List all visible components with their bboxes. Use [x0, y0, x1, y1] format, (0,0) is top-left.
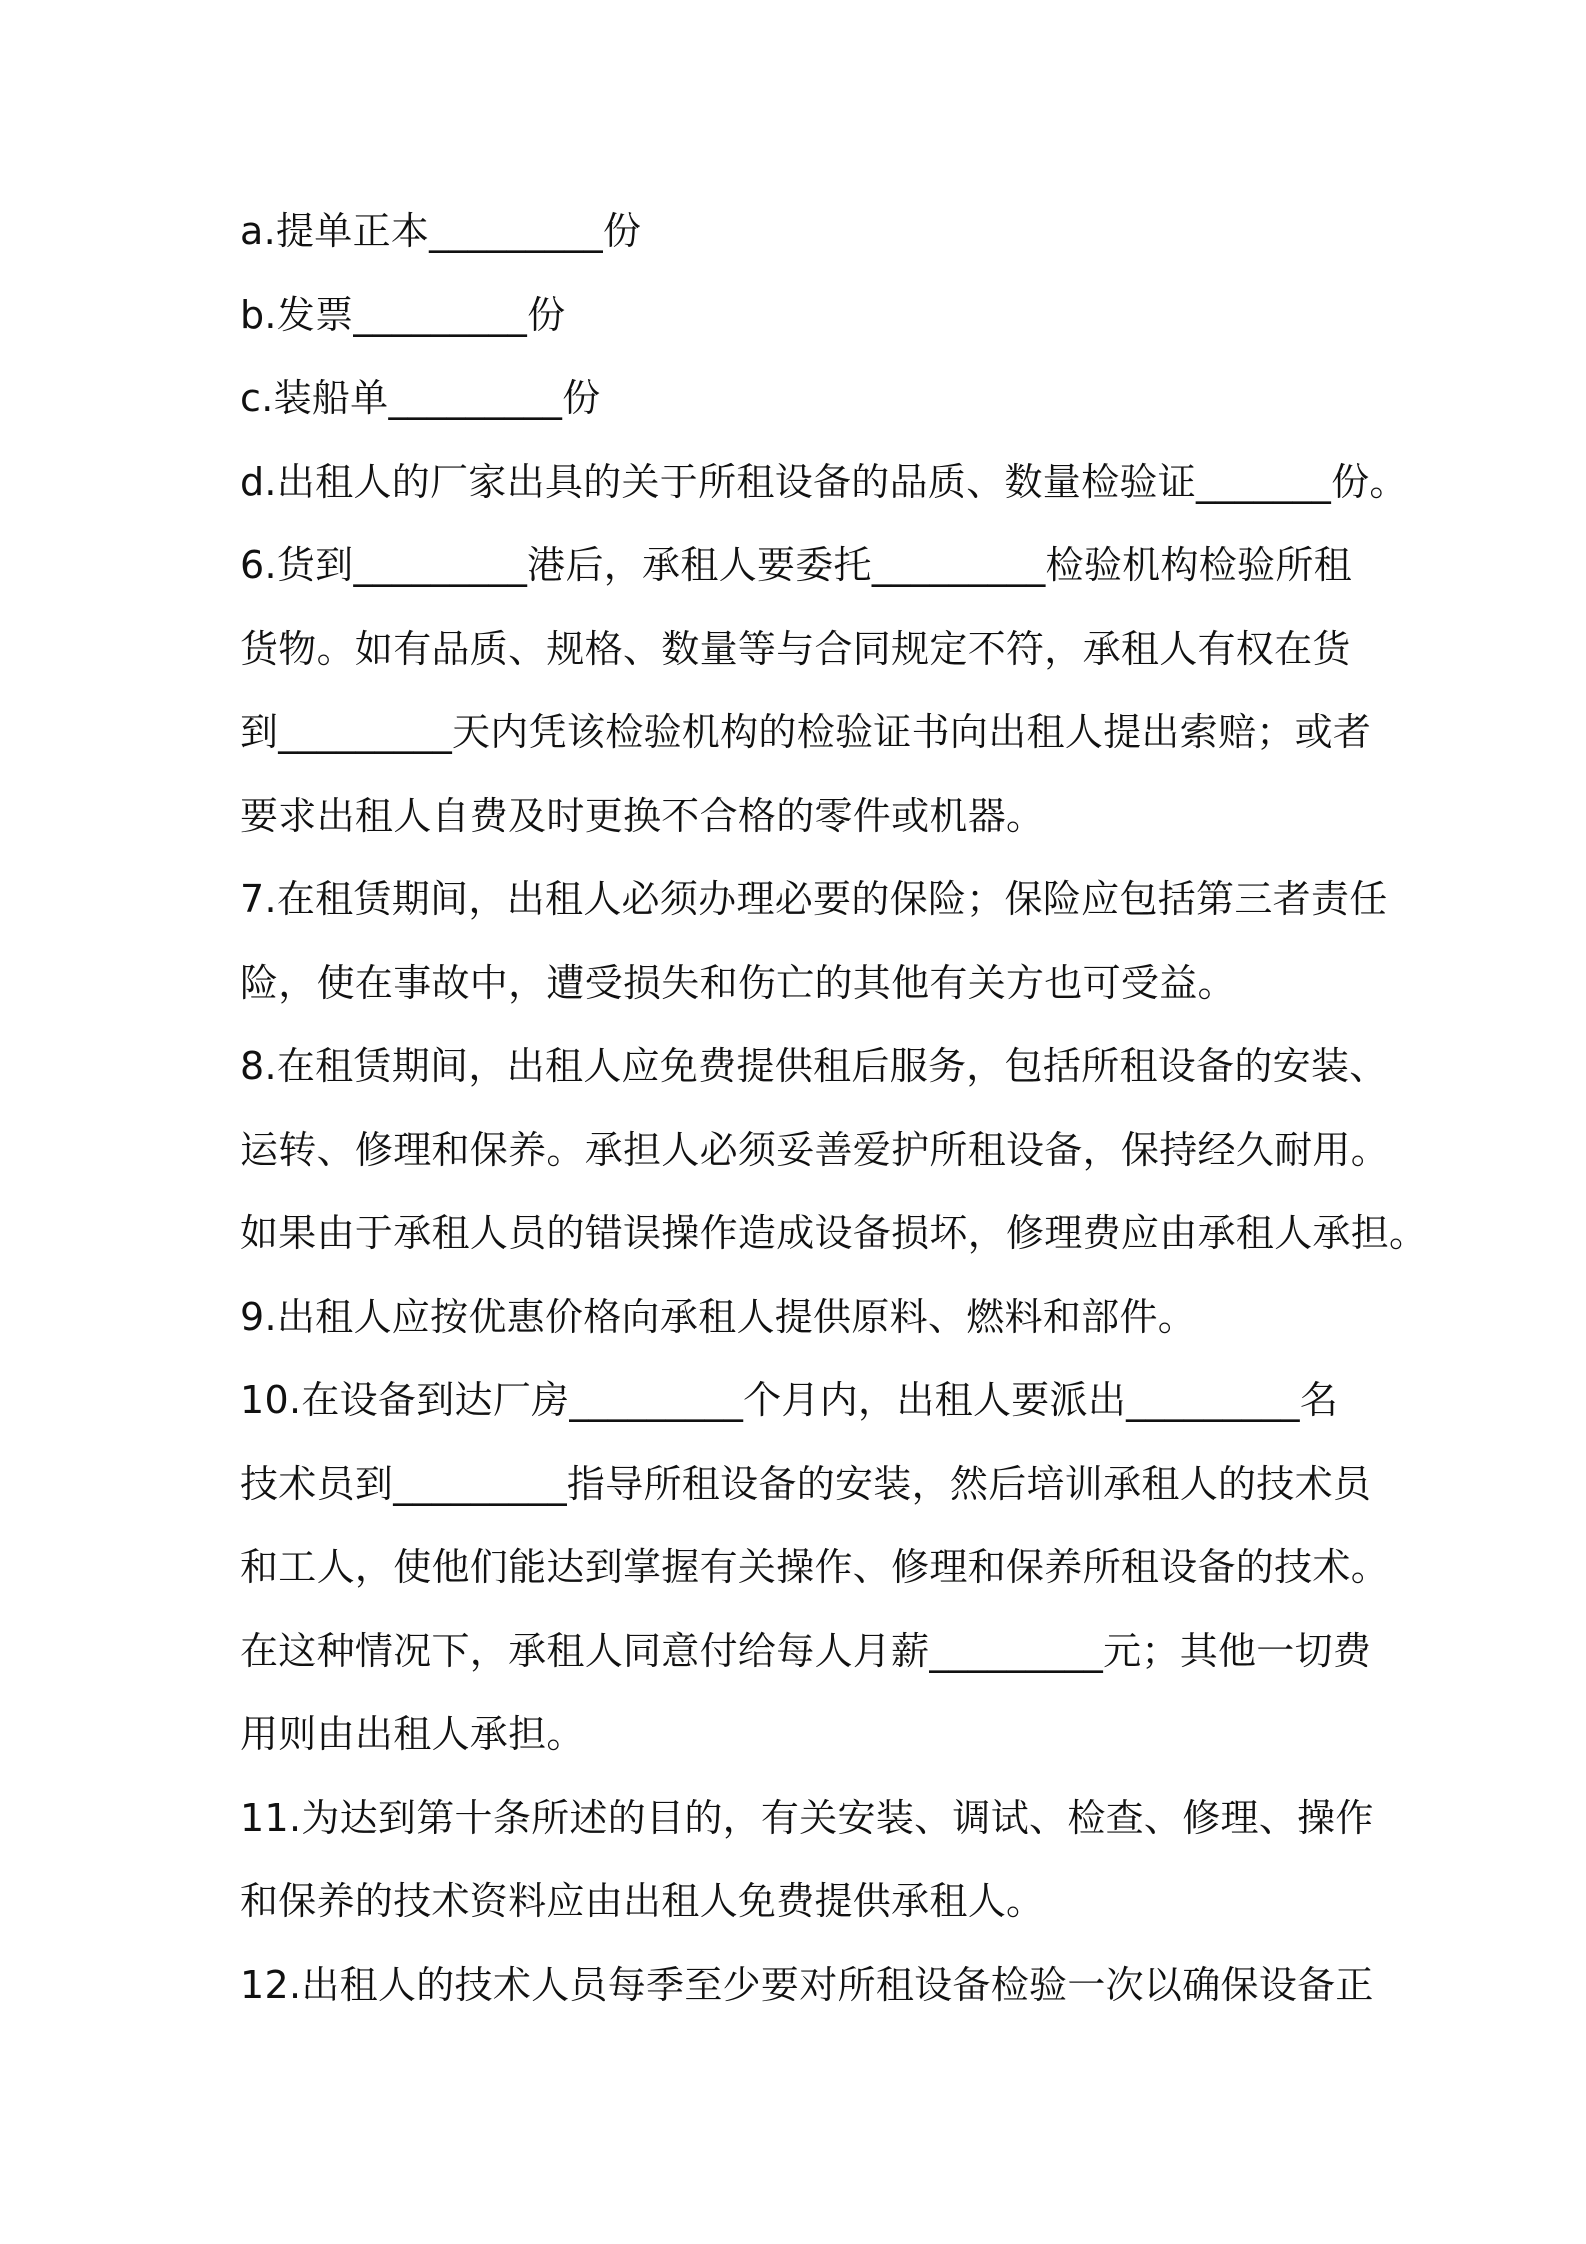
text-line: 10.在设备到达厂房_________个月内，出租人要派出_________名	[240, 1378, 1339, 1422]
text-line: 和保养的技术资料应由出租人免费提供承租人。	[240, 1879, 1045, 1923]
text-line: 6.货到_________港后，承租人要委托_________检验机构检验所租	[240, 543, 1352, 587]
text-line: d.出租人的厂家出具的关于所租设备的品质、数量检验证_______份。	[240, 459, 1408, 504]
text-line: 险，使在事故中，遭受损失和伤亡的其他有关方也可受益。	[240, 960, 1236, 1005]
text-line: 和工人，使他们能达到掌握有关操作、修理和保养所租设备的技术。	[240, 1545, 1390, 1589]
text-line: c.装船单_________份	[240, 376, 601, 420]
text-line: 运转、修理和保养。承担人必须妥善爱护所租设备，保持经久耐用。	[240, 1127, 1390, 1172]
text-line: a.提单正本_________份	[240, 209, 642, 253]
text-line: 9.出租人应按优惠价格向承租人提供原料、燃料和部件。	[240, 1294, 1197, 1339]
text-line: 要求出租人自费及时更换不合格的零件或机器。	[240, 793, 1045, 838]
document-body	[240, 190, 1428, 2027]
text-line: b.发票_________份	[240, 292, 566, 337]
text-line: 如果由于承租人员的错误操作造成设备损坏，修理费应由承租人承担。	[240, 1211, 1428, 1255]
text-line: 12.出租人的技术人员每季至少要对所租设备检验一次以确保设备正	[240, 1962, 1374, 2007]
text-line: 技术员到_________指导所租设备的安装，然后培训承租人的技术员	[240, 1461, 1372, 1506]
text-line: 货物。如有品质、规格、数量等与合同规定不符，承租人有权在货	[240, 626, 1351, 671]
text-line: 到_________天内凭该检验机构的检验证书向出租人提出索赔；或者	[240, 710, 1372, 754]
text-line: 在这种情况下，承租人同意付给每人月薪_________元；其他一切费	[240, 1628, 1372, 1673]
text-line: 11.为达到第十条所述的目的，有关安装、调试、检查、修理、操作	[240, 1795, 1374, 1840]
text-line: 用则由出租人承担。	[240, 1712, 585, 1756]
text-line: 8.在租赁期间，出租人应免费提供租后服务，包括所租设备的安装、	[240, 1044, 1388, 1088]
text-line: 7.在租赁期间，出租人必须办理必要的保险；保险应包括第三者责任	[240, 877, 1388, 921]
